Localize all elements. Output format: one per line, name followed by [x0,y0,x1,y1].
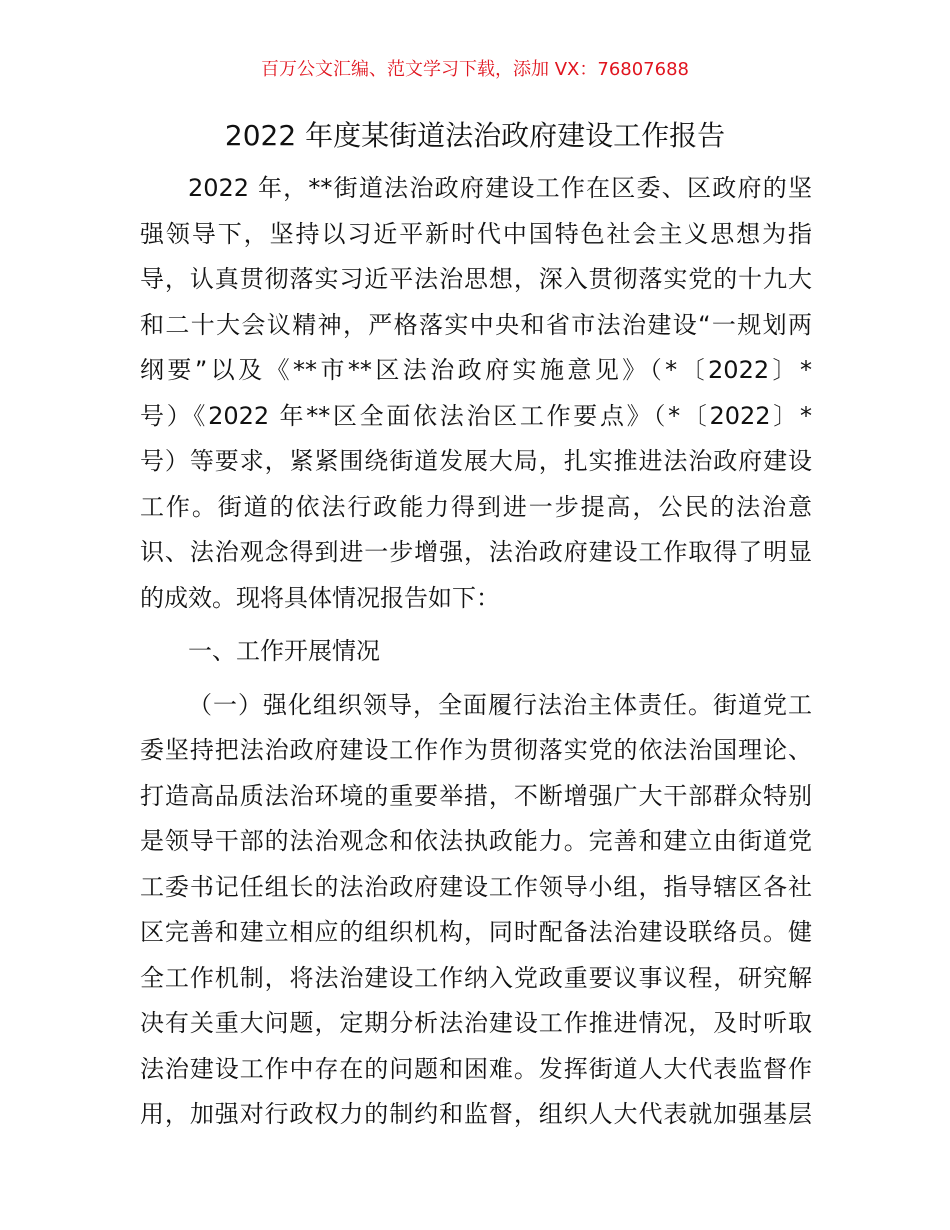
text-line: 纲要”以及《**市**区法治政府实施意见》（*〔2022〕* [140,356,812,384]
text-line: 工委书记任组长的法治政府建设工作领导小组，指导辖区各社 [140,872,812,901]
text-line: 法治建设工作中存在的问题和困难。发挥街道人大代表监督作 [140,1054,812,1083]
section-heading: 一、工作开展情况 [188,637,380,665]
text-line: 号）等要求，紧紧围绕街道发展大局，扎实推进法治政府建设 [140,447,812,475]
intro-paragraph [140,166,812,621]
text-line: 决有关重大问题，定期分析法治建设工作推进情况，及时听取 [140,1009,812,1037]
text-line: 打造高品质法治环境的重要举措，不断增强广大干部群众特别 [140,781,812,810]
text-line: （一）强化组织领导，全面履行法治主体责任。街道党工 [188,690,812,719]
watermark-banner: 百万公文汇编、范文学习下载，添加 VX：76807688 [261,59,689,80]
text-line: 导，认真贯彻落实习近平法治思想，深入贯彻落实党的十九大 [140,265,812,293]
text-line: 用，加强对行政权力的制约和监督，组织人大代表就加强基层 [140,1100,812,1128]
text-line: 委坚持把法治政府建设工作作为贯彻落实党的依法治国理论、 [140,736,812,764]
text-line: 强领导下，坚持以习近平新时代中国特色社会主义思想为指 [140,219,812,248]
text-line: 区完善和建立相应的组织机构，同时配备法治建设联络员。健 [140,918,812,946]
text-line: 的成效。现将具体情况报告如下： [140,583,500,612]
text-line: 和二十大会议精神，严格落实中央和省市法治建设“一规划两 [140,310,812,339]
text-line: 识、法治观念得到进一步增强，法治政府建设工作取得了明显 [140,538,812,566]
section-paragraph [140,683,812,1138]
text-line: 是领导干部的法治观念和依法执政能力。完善和建立由街道党 [140,827,812,855]
page-title: 2022 年度某街道法治政府建设工作报告 [224,119,726,152]
text-line: 号）《2022 年**区全面依法治区工作要点》（*〔2022〕* [140,401,812,430]
text-line: 全工作机制，将法治建设工作纳入党政重要议事议程，研究解 [140,963,812,992]
document-body [140,166,812,1138]
text-line: 2022 年，**街道法治政府建设工作在区委、区政府的坚 [188,174,812,202]
text-line: 工作。街道的依法行政能力得到进一步提高，公民的法治意 [140,492,812,521]
